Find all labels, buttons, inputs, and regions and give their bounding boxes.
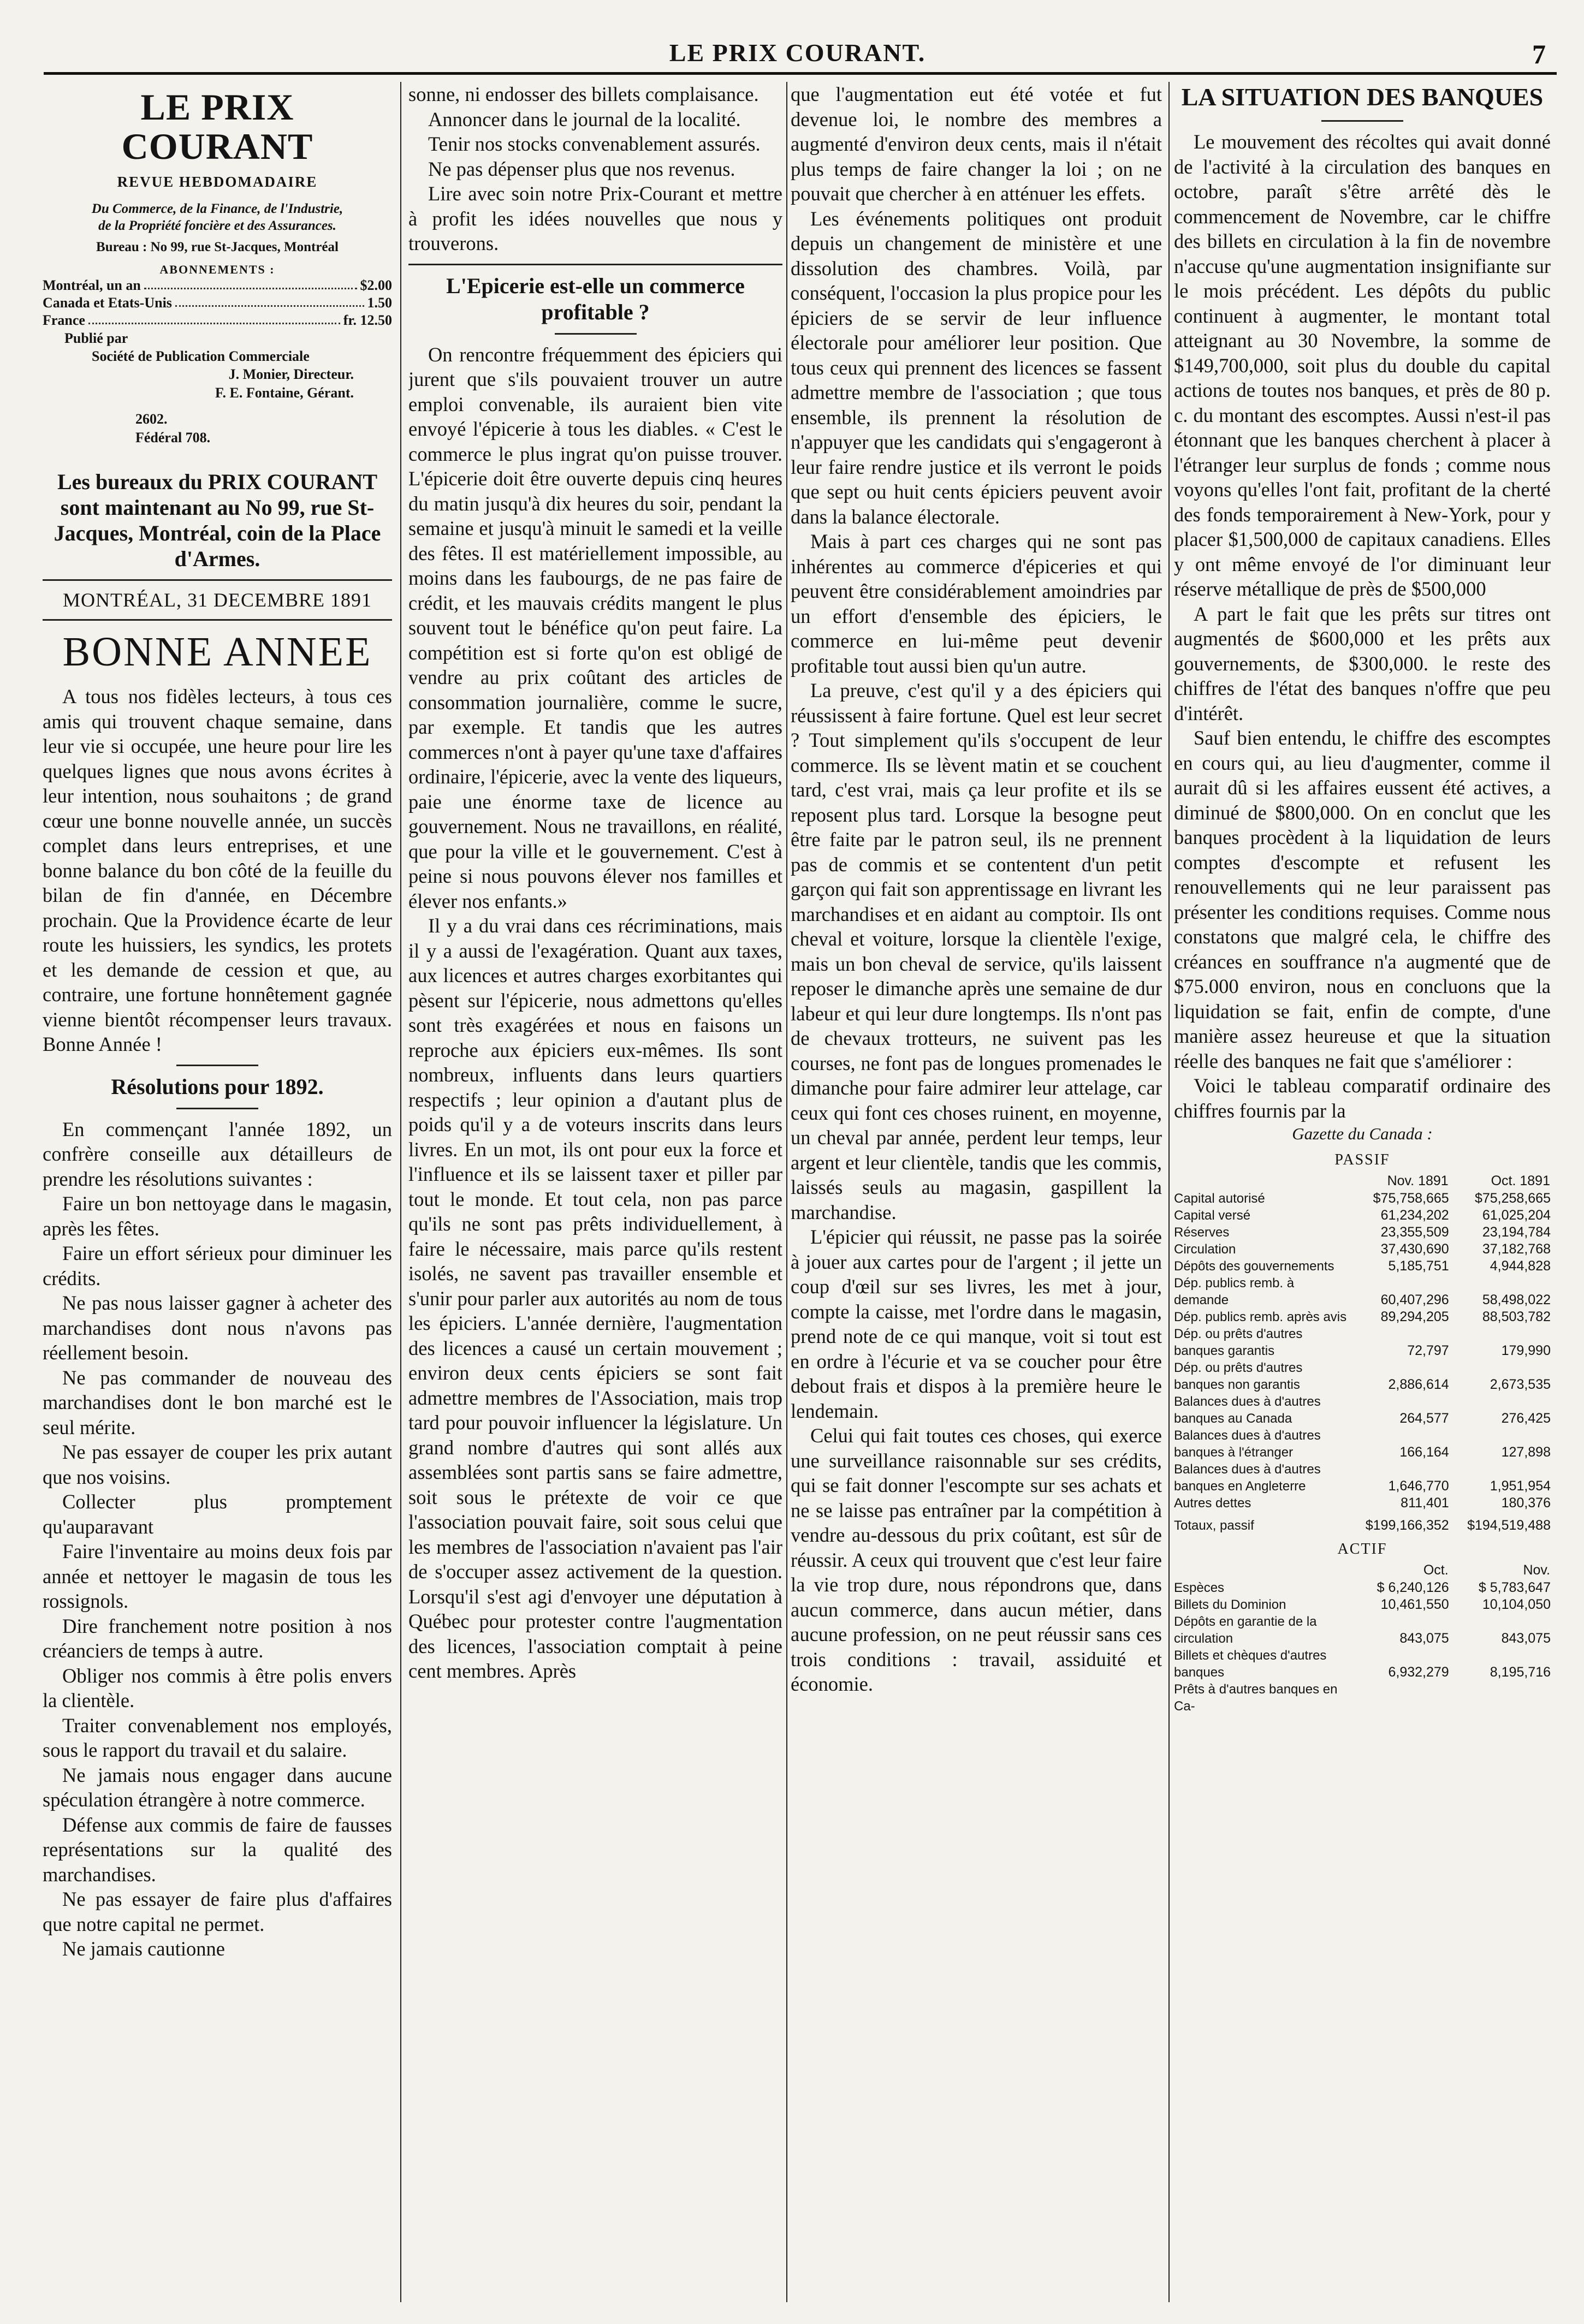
passif-rows — [1174, 1190, 1551, 1512]
row-value: 88,503,782 — [1482, 1309, 1551, 1324]
row-label: Billets et chèques d'autres banques — [1174, 1648, 1327, 1680]
column-header: Nov. — [1523, 1562, 1550, 1578]
resolution-item: Faire l'inventaire au moins deux fois par année et nettoyer le magasin de tous les rossignols. — [43, 1540, 392, 1612]
article-paragraph: Voici le tableau comparatif ordinaire des chiffres fournis par la — [1174, 1074, 1551, 1122]
row-value: 1,646,770 — [1388, 1478, 1449, 1494]
row-label: Balances dues à d'autres banques à l'étranger — [1174, 1428, 1321, 1460]
rate-label: Montréal, un an — [43, 277, 141, 293]
article-paragraph: Annoncer dans le journal de la localité. — [428, 108, 741, 130]
row-value: 89,294,205 — [1380, 1309, 1449, 1324]
column-3 — [791, 82, 1162, 2308]
column-header: Nov. 1891 — [1387, 1173, 1449, 1188]
resolution-item: Ne pas essayer de faire plus d'affaires que notre capital ne permet. — [43, 1888, 392, 1935]
row-label: Balances dues à d'autres banques au Canada — [1174, 1394, 1321, 1426]
article-title: Résolutions pour 1892. — [111, 1074, 324, 1099]
row-value: 166,164 — [1399, 1445, 1449, 1460]
table-row — [1174, 1393, 1551, 1427]
row-value: $75,258,665 — [1474, 1191, 1551, 1206]
total-label: Totaux, passif — [1174, 1518, 1254, 1533]
rate-price: $2.00 — [360, 277, 392, 293]
table-header-row — [1174, 1561, 1551, 1579]
director-name: J. Monier, Directeur. — [228, 366, 354, 382]
resolution-item: Défense aux commis de faire de fausses représentations sur la qualité des marchandises. — [43, 1813, 392, 1886]
row-value: 179,990 — [1501, 1343, 1551, 1358]
row-value: 811,401 — [1401, 1495, 1449, 1511]
row-value: 23,194,784 — [1482, 1225, 1551, 1240]
row-value: $75,758,665 — [1373, 1191, 1449, 1206]
article-paragraph: En commençant l'année 1892, un confrère conseille aux détailleurs de prendre les résolutions suivantes : — [43, 1118, 392, 1190]
article-paragraph: Les événements politiques ont produit depuis un changement de ministère et une dissolution des chambres. Voilà, par conséquent, l'occasion la plus propice pour les épiciers de se servir de leur influence électorale pour améliorer leur position. Que tous ceux qui prennent des licences se fassent admettre membre de l'association ; que tous ensemble, ils prennent la résolution de n'appuyer que les candidats qui s'engageront à leur faire rendre justice et ils verront le poids que sept ou huit cents épiciers peuvent avoir dans la balance électorale. — [791, 207, 1162, 528]
table-row — [1174, 1309, 1551, 1326]
actif-table — [1174, 1561, 1551, 1715]
article-paragraph: A tous nos fidèles lecteurs, à tous ces amis qui trouvent chaque semaine, dans leur vie si occupée, une heure pour lire les quelques lignes que nous avons écrites à leur intention, nous souhaitons ; de grand cœur une bonne nouvelle année, un succès complet dans leurs entreprises, et une bonne balance du bon côté de la feuille du bilan de fin d'année, en Décembre prochain. Que la Providence écarte de leur route les huissiers, les syndics, les protets et les demande de cession et que, au contraire, une fortune honnêtement gagnée vienne bientôt récompenser leurs travaux. Bonne Année ! — [43, 685, 392, 1055]
table-row — [1174, 1579, 1551, 1596]
row-value — [1449, 1681, 1551, 1715]
row-label: Dép. ou prêts d'autres banques garantis — [1174, 1327, 1303, 1358]
masthead-subtitle: REVUE HEBDOMADAIRE — [117, 174, 318, 190]
row-label: Dép. publics remb. à demande — [1174, 1276, 1295, 1307]
row-value: 8,195,716 — [1490, 1665, 1551, 1680]
row-label: Billets du Dominion — [1174, 1597, 1286, 1612]
table-row — [1174, 1207, 1551, 1224]
article-title: L'Epicerie est-elle un commerce profitable ? — [446, 273, 745, 324]
table-row — [1174, 1427, 1551, 1461]
row-value: 60,407,296 — [1380, 1292, 1449, 1307]
row-value: 10,104,050 — [1482, 1597, 1551, 1612]
table-row — [1174, 1224, 1551, 1241]
row-label: Capital versé — [1174, 1208, 1251, 1223]
masthead-line: Du Commerce, de la Finance, de l'Industrie, — [91, 201, 343, 216]
running-head — [44, 38, 1551, 71]
running-head-title: LE PRIX COURANT. — [669, 39, 926, 67]
resolution-item: Traiter convenablement nos employés, sous le rapport du travail et du salaire. — [43, 1714, 392, 1761]
table-total-row — [1174, 1512, 1551, 1534]
row-label: Dép. publics remb. après avis — [1174, 1310, 1347, 1324]
row-value: 61,234,202 — [1380, 1208, 1449, 1223]
row-label: Dép. ou prêts d'autres banques non garantis — [1174, 1360, 1303, 1392]
masthead-bureau: Bureau : No 99, rue St-Jacques, Montréal — [96, 240, 339, 254]
rate-label: France — [43, 312, 85, 328]
row-label: Autres dettes — [1174, 1496, 1251, 1511]
row-label: Réserves — [1174, 1225, 1230, 1240]
row-label: Dépôts des gouvernements — [1174, 1259, 1334, 1274]
table-row — [1174, 1613, 1551, 1647]
rule — [176, 1065, 258, 1066]
table-row — [1174, 1326, 1551, 1359]
telephone-number: 2602. — [135, 411, 168, 427]
rate-row — [43, 312, 392, 329]
passif-heading: PASSIF — [1334, 1151, 1390, 1168]
row-label: Espèces — [1174, 1580, 1225, 1595]
rate-row — [43, 294, 392, 312]
article-title: LA SITUATION DES BANQUES — [1181, 83, 1544, 111]
row-value: 61,025,204 — [1482, 1208, 1551, 1223]
row-value: 58,498,022 — [1482, 1292, 1551, 1307]
article-paragraph: Le mouvement des récoltes qui avait donné de l'activité à la circulation des banques en octobre, paraît s'être arrêté dès le commencement de Novembre, car le chiffre des billets en circulation à la fin de novembre n'accuse qu'une augmentation insignifiante sur le mois précédent. Les dépôts du public continuent à augmenter, le montant total atteignant au 30 Novembre, la somme de $149,700,000, soit plus du double du capital actions de toutes nos banques, et près de 80 p. c. du montant des escomptes. Aussi n'est-il pas étonnant que les banques cherchent à placer à l'étranger leur surplus de fonds ; comme nous voyons qu'elles l'ont fait, profitant de la cherté des fonds temporairement à New-York, pour y placer $1,500,000 de capitaux canadiens. Elles y ont même envoyé de l'or diminuant leur réserve métallique de près de $500,000 — [1174, 130, 1551, 600]
office-notice: Les bureaux du PRIX COURANT sont maintenant au No 99, rue St-Jacques, Montréal, coin de la Place d'Armes. — [54, 469, 381, 571]
row-value: 6,932,279 — [1388, 1665, 1449, 1680]
table-row — [1174, 1596, 1551, 1613]
row-value: 4,944,828 — [1490, 1258, 1551, 1274]
resolution-item: Faire un bon nettoyage dans le magasin, après les fêtes. — [43, 1192, 392, 1240]
table-row — [1174, 1359, 1551, 1393]
row-value: 264,577 — [1399, 1411, 1449, 1426]
article-paragraph: Celui qui fait toutes ces choses, qui exerce une surveillance raisonnable sur ses crédits, qui se fait donner l'escompte sur ses achats et ne se laisse pas entraîner par la compétition à vendre au-dessous du prix coûtant, est sûr de réussir. A ceux qui trouvent que c'est leur faire la vie trop dure, nous répondrons que, dans aucun commerce, dans aucun métier, dans aucune profession, on ne peut réussir sans ces trois conditions : travail, assiduité et économie. — [791, 1424, 1162, 1695]
article-paragraph: Lire avec soin notre Prix-Courant et mettre à profit les idées nouvelles que nous y trouverons. — [408, 182, 782, 254]
row-value: 37,182,768 — [1482, 1241, 1551, 1257]
column-4 — [1174, 82, 1551, 2308]
column-header: Oct. 1891 — [1491, 1173, 1550, 1188]
resolution-item: Faire un effort sérieux pour diminuer les crédits. — [43, 1242, 392, 1289]
resolution-item: Ne jamais cautionne — [62, 1937, 225, 1960]
resolution-item: Dire franchement notre position à nos créanciers de temps à autre. — [43, 1614, 392, 1662]
actif-rows — [1174, 1579, 1551, 1715]
row-label: Circulation — [1174, 1242, 1236, 1257]
row-label: Capital autorisé — [1174, 1191, 1265, 1206]
article-paragraph: sonne, ni endosser des billets complaisance. — [408, 83, 759, 105]
row-value: 2,886,614 — [1388, 1377, 1449, 1392]
row-value: 127,898 — [1501, 1445, 1551, 1460]
table-row — [1174, 1241, 1551, 1258]
row-value: 37,430,690 — [1380, 1241, 1449, 1257]
row-value: 276,425 — [1501, 1411, 1551, 1426]
column-rule — [400, 82, 401, 2302]
row-value: $ 5,783,647 — [1478, 1580, 1551, 1595]
passif-table — [1174, 1172, 1551, 1534]
row-value: 10,461,550 — [1380, 1597, 1449, 1612]
article-paragraph: Mais à part ces charges qui ne sont pas inhérentes au commerce d'épiceries et qui peuvent être considérablement amoindries par un effort d'ensemble des épiciers, le commerce en lui-même peut devenir profitable tout aussi bien qu'un autre. — [791, 530, 1162, 677]
resolution-item: Collecter plus promptement qu'auparavant — [43, 1490, 392, 1538]
row-value: 843,075 — [1399, 1631, 1449, 1646]
row-value: 180,376 — [1501, 1495, 1551, 1511]
table-row — [1174, 1681, 1551, 1715]
manager-name: F. E. Fontaine, Gérant. — [215, 385, 354, 401]
row-value: 5,185,751 — [1388, 1258, 1449, 1274]
resolution-item: Ne pas commander de nouveau des marchandises dont le bon marché est le seul mérite. — [43, 1366, 392, 1439]
table-row — [1174, 1258, 1551, 1275]
rule — [408, 264, 782, 265]
head-rule — [44, 72, 1557, 75]
column-2 — [408, 82, 782, 2308]
rule — [43, 619, 392, 621]
rule — [555, 333, 637, 335]
article-paragraph: Ne pas dépenser plus que nos revenus. — [428, 157, 735, 180]
table-row — [1174, 1190, 1551, 1207]
row-label: Prêts à d'autres banques en Ca- — [1174, 1682, 1338, 1714]
total-value: $199,166,352 — [1365, 1518, 1449, 1533]
article-paragraph: La preuve, c'est qu'il y a des épiciers qui réussissent à faire fortune. Quel est leur secret ? Tout simplement qu'ils s'occupent de leur commerce. Ils se lèvent matin et se couchent tard, c'est vrai, mais ça leur profite et ils se reposent plus tard. Lorsque la besogne peut être faite par le patron seul, ils ne prennent pas de commis et se contentent d'un petit garçon qui fait son apprentissage en livrant les marchandises et en aidant au comptoir. Ils ont cheval et voiture, lorsque la clientèle l'exige, mais un bon cheval de service, qu'ils laissent reposer le dimanche après une semaine de dur labeur et qui leur dure longtemps. Ils n'ont pas de chevaux trotteurs, ne suivent pas les courses, ne font pas de longues promenades le dimanche pour faire admirer leur attelage, car ceux qui font ces choses ruinent, en moyenne, un cheval par année, perdent leur temps, leur argent et leur clientèle, tandis que les commis, laissés seuls au magasin, gaspillent la marchandise. — [791, 679, 1162, 1223]
table-row — [1174, 1461, 1551, 1495]
table-row — [1174, 1495, 1551, 1512]
row-value: 843,075 — [1501, 1631, 1551, 1646]
column-header: Oct. — [1423, 1562, 1449, 1578]
row-value: 1,951,954 — [1490, 1478, 1551, 1494]
article-paragraph: L'épicier qui réussit, ne passe pas la soirée à jouer aux cartes pour de l'argent ; il jette un coup d'œil sur ses livres, les met à jour, compte la caisse, met l'ordre dans le magasin, prend note de ce qui manque, voit si tout est en ordre à l'écurie et va se coucher pour être debout frais et dispos à la première heure le lendemain. — [791, 1226, 1162, 1422]
row-label: Balances dues à d'autres banques en Angleterre — [1174, 1462, 1321, 1494]
publisher-name: Société de Publication Commerciale — [92, 348, 310, 364]
total-value: $194,519,488 — [1467, 1518, 1551, 1533]
telephone-number: Fédéral 708. — [135, 430, 211, 445]
column-rule — [1168, 82, 1170, 2302]
rate-price: fr. 12.50 — [343, 312, 392, 328]
rate-price: 1.50 — [367, 295, 392, 311]
table-source: Gazette du Canada : — [1292, 1124, 1433, 1143]
rule — [1321, 120, 1403, 122]
article-paragraph: que l'augmentation eut été votée et fut devenue loi, le nombre des membres a augmenté d'environ deux cents, mais il n'était plus temps de faire changer la loi ; on ne pouvait que chercher à en atténuer les effets. — [791, 83, 1162, 205]
column-rule — [786, 82, 787, 2302]
rate-label: Canada et Etats-Unis — [43, 295, 172, 311]
actif-heading: ACTIF — [1337, 1541, 1387, 1558]
rate-row — [43, 277, 392, 294]
row-value: $ 6,240,126 — [1377, 1580, 1449, 1595]
row-value: 2,673,535 — [1490, 1377, 1551, 1392]
dateline: MONTRÉAL, 31 DECEMBRE 1891 — [63, 589, 372, 611]
table-row — [1174, 1647, 1551, 1681]
row-value — [1347, 1681, 1449, 1715]
row-label: Dépôts en garantie de la circulation — [1174, 1614, 1317, 1646]
row-value: 23,355,509 — [1380, 1225, 1449, 1240]
masthead-title: LE PRIX COURANT — [121, 86, 313, 167]
column-1 — [43, 82, 392, 2308]
article-paragraph: A part le fait que les prêts sur titres ont augmentés de $600,000 et les prêts aux gouvernements, de $300,000. le reste des chiffres de l'état des banques n'offre que peu d'intérêt. — [1174, 602, 1551, 724]
abonnements-heading: ABONNEMENTS : — [159, 263, 275, 276]
article-paragraph: Sauf bien entendu, le chiffre des escomptes en cours qui, au lieu d'augmenter, comme il aurait dû si les affaires eussent été actives, a diminué de $800,000. On en conclut que les banques procèdent à la liquidation de leurs comptes d'escompte et refusent les renouvellements qui ne leur paraissent pas présenter les conditions requises. Comme nous constatons que malgré cela, le chiffre des créances en souffrance n'a augmenté que de $75.000 environ, nous en concluons que la liquidation se fait, enfin de compte, d'une manière assez heureuse et que la situation réelle des banques ne fait que s'améliorer : — [1174, 727, 1551, 1072]
article-title: BONNE ANNEE — [62, 629, 372, 675]
article-paragraph: Il y a du vrai dans ces récriminations, mais il y a aussi de l'exagération. Quant aux taxes, aux licences et autres charges exorbitantes qui pèsent sur l'épicerie, nous admettons qu'elles sont très exagérées et nous en faisons un reproche aux épiciers eux-mêmes. Ils sont nombreux, influents dans leurs quartiers respectifs ; leur opinion a d'autant plus de poids qu'il y a de voteurs inscrits dans leurs livres. En un mot, ils ont pour eux la force et l'influence et ils se laissent taxer et piller par tout le monde. Et tout cela, non pas parce qu'ils ne sont pas prêts individuellement, à faire le nécessaire, mais parce qu'ils restent isolés, ne savent pas travailler ensemble et s'unir pour parler aux autorités au nom de tous les épiciers. L'année dernière, l'augmentation des licences a causé un certain mouvement ; environ deux cents épiciers se sont fait admettre membres de l'Association, mais trop tard pour pouvoir influencer la législature. Un grand nombre d'autres qui sont allés aux assemblées sont partis sans se faire admettre, soit sous le prétexte de voir ce que l'association pouvait faire, soit sous celui que les membres de l'association n'avaient pas l'air de s'occuper assez activement de la question. Lorsqu'il s'est agi d'envoyer une députation à Québec pour protester contre l'augmentation des licences, l'association comptait à peine cent membres. Après — [408, 914, 782, 1682]
article-paragraph: On rencontre fréquemment des épiciers qui jurent que s'ils pouvaient trouver un autre emploi convenable, ils auraient bien vite envoyé l'épicerie à tous les diables. « C'est le commerce le plus ingrat qu'on puisse trouver. L'épicerie doit être ouverte depuis cinq heures du matin jusqu'à dix heures du soir, pendant la semaine et jusqu'à minuit le samedi et la veille des fêtes. Il est matériellement impossible, au moins dans les faubourgs, de ne pas faire de crédit, et les mauvais crédits mangent le plus souvent tout le bénéfice qu'on peut faire. La compétition est si forte qu'on est obligé de vendre au prix coûtant des articles de consommation journalière, comme le sucre, par exemple. Et tandis que les autres commerces n'ont à payer qu'une taxe d'affaires ordinaire, l'épicerie, avec la vente des liqueurs, paie une énorme taxe de licence au gouvernement. Nous ne travaillons, en réalité, que pour la ville et le gouvernement. C'est à peine si nous pouvons élever nos familles et élever nos enfants.» — [408, 343, 782, 912]
resolution-item: Ne jamais nous engager dans aucune spéculation étrangère à notre commerce. — [43, 1763, 392, 1811]
page-number: 7 — [1532, 39, 1546, 69]
resolution-item: Ne pas essayer de couper les prix autant que nos voisins. — [43, 1441, 392, 1488]
table-header-row — [1174, 1172, 1551, 1190]
resolution-item: Obliger nos commis à être polis envers la clientèle. — [43, 1664, 392, 1711]
publisher-label: Publié par — [64, 330, 128, 346]
rule — [176, 1108, 258, 1109]
rule — [43, 579, 392, 581]
masthead-line: de la Propriété foncière et des Assurances. — [98, 218, 336, 233]
table-row — [1174, 1275, 1551, 1309]
article-paragraph: Tenir nos stocks convenablement assurés. — [428, 133, 761, 155]
row-value: 72,797 — [1407, 1343, 1449, 1358]
resolution-item: Ne pas nous laisser gagner à acheter des marchandises dont nous n'avons pas réellement besoin. — [43, 1292, 392, 1364]
